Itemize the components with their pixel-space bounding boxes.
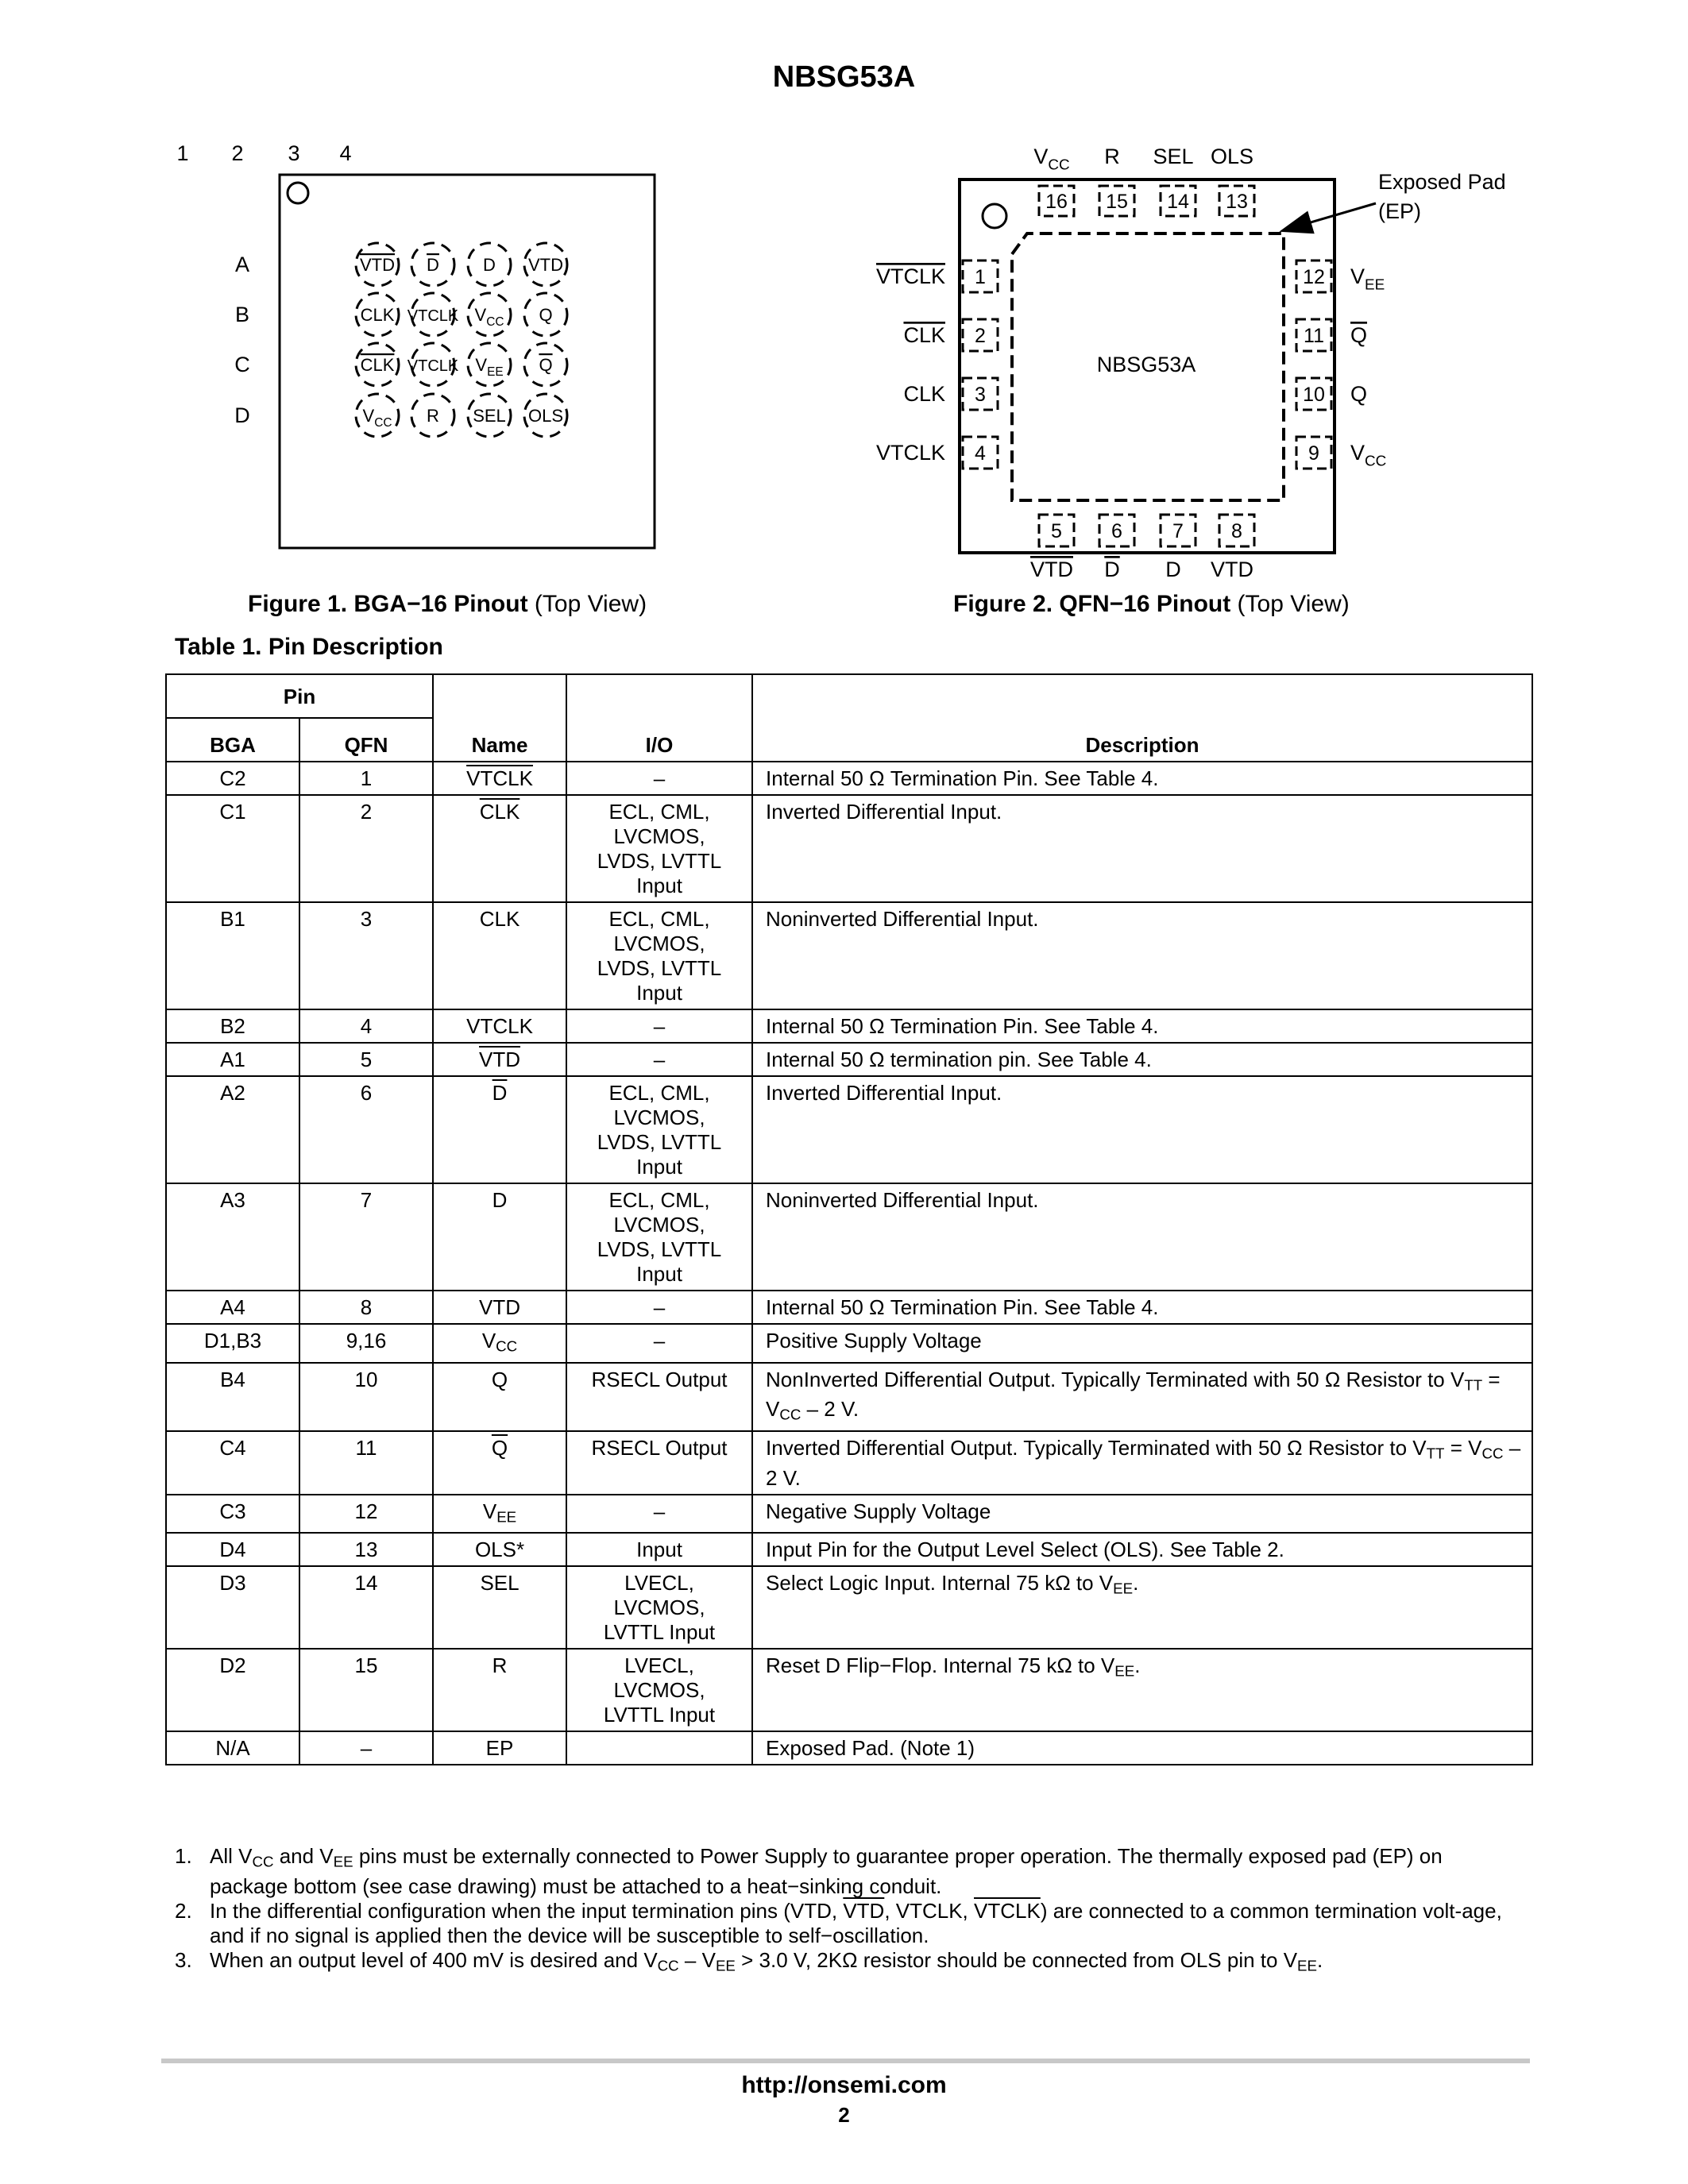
bga-column-label: 3: [288, 141, 300, 165]
bga-cell: A3: [166, 1183, 299, 1291]
qfn-left-pin: [963, 437, 998, 469]
table-row: [166, 1291, 1532, 1324]
qfn-left-pin-name: CLK: [903, 323, 945, 347]
io-cell: –: [566, 1291, 752, 1324]
bga-column-label: 2: [231, 141, 244, 165]
qfn-cell: 11: [299, 1431, 433, 1495]
qfn-cell: –: [299, 1731, 433, 1765]
note-text: When an output level of 400 mV is desired and $V_{CC} - V_{EE} > 3.0$ V, 2KΩ resistor should be connected from OLS pin to $V_{EE}$.: [210, 1947, 1323, 1974]
qfn-pinout-diagram: [842, 135, 1541, 596]
qfn-right-pin-name: Q: [1350, 323, 1368, 347]
description-cell: Internal 50 Ω Termination Pin. See Table 4.: [752, 1009, 1532, 1043]
table-row: [166, 1431, 1532, 1495]
qfn-cell: 13: [299, 1533, 433, 1566]
bga-cell: B4: [166, 1363, 299, 1431]
bga-ball: [524, 394, 567, 437]
pin-number: 4: [975, 442, 986, 465]
bga-ball: [408, 343, 459, 386]
description-cell: Noninverted Differential Input.: [752, 902, 1532, 1009]
table-row: [166, 762, 1532, 795]
qfn-top-pin-name: $V_{CC}$: [1033, 145, 1070, 174]
bga-pin1-marker: [288, 183, 308, 203]
qfn-cell: 5: [299, 1043, 433, 1076]
qfn-cell: 15: [299, 1649, 433, 1731]
pin-number: 15: [1106, 191, 1128, 213]
pin-number: 12: [1303, 266, 1325, 288]
table-row: [166, 1533, 1532, 1566]
qfn-right-pin-name: Q: [1350, 382, 1368, 406]
table-row: [166, 1495, 1532, 1534]
qfn-bottom-pin-name: D: [1104, 558, 1120, 581]
qfn-right-pin-name: $V_{CC}$: [1350, 441, 1387, 470]
name-cell: $V_{EE}$: [433, 1495, 566, 1534]
io-cell: Input: [566, 1533, 752, 1566]
description-cell: Exposed Pad. (Note 1): [752, 1731, 1532, 1765]
bga-cell: A1: [166, 1043, 299, 1076]
pin-number: 9: [1308, 442, 1319, 465]
io-cell: LVECL, LVCMOS, LVTTL Input: [566, 1566, 752, 1649]
qfn-top-pin-name: R: [1104, 145, 1120, 168]
note-number: 3.: [175, 1947, 192, 1972]
io-cell: –: [566, 1009, 752, 1043]
qfn-right-pin-name: $V_{EE}$: [1350, 264, 1385, 294]
bga-cell: D4: [166, 1533, 299, 1566]
description-cell: Internal 50 Ω Termination Pin. See Table 4.: [752, 1291, 1532, 1324]
description-cell: Inverted Differential Output. Typically Terminated with 50 Ω Resistor to $V_{TT} = V_{CC} - 2$ V.: [752, 1431, 1532, 1495]
bga-ball-label: $V_{CC}$: [474, 305, 504, 330]
pin-number: 13: [1226, 191, 1248, 213]
pin-number: 14: [1167, 191, 1189, 213]
qfn-bottom-pin: [1219, 515, 1254, 546]
bga-ball-label: VTCLK: [407, 357, 459, 375]
pin-number: 5: [1051, 520, 1062, 542]
bga-cell: B1: [166, 902, 299, 1009]
bga-ball-label: CLK: [360, 355, 395, 375]
description-cell: Internal 50 Ω Termination Pin. See Table 4.: [752, 762, 1532, 795]
pin-number: 6: [1111, 520, 1122, 542]
name-cell: EP: [433, 1731, 566, 1765]
bga-ball: [356, 343, 399, 386]
description-cell: Internal 50 Ω termination pin. See Table 4.: [752, 1043, 1532, 1076]
name-cell: VTCLK: [433, 762, 566, 795]
qfn-header: QFN: [299, 718, 433, 762]
qfn-right-pin: [1296, 319, 1331, 351]
pin-number: 16: [1045, 191, 1068, 213]
description-cell: Positive Supply Voltage: [752, 1324, 1532, 1363]
qfn-cell: 3: [299, 902, 433, 1009]
qfn-left-pin: [963, 378, 998, 410]
bga-ball: [468, 394, 511, 437]
bga-row-label: A: [234, 253, 250, 276]
bga-ball-label: D: [483, 255, 496, 275]
note-number: 2.: [175, 1898, 192, 1923]
qfn-cell: 14: [299, 1566, 433, 1649]
qfn-cell: 6: [299, 1076, 433, 1183]
qfn-top-pin-name: SEL: [1153, 145, 1194, 168]
qfn-bottom-pin: [1161, 515, 1196, 546]
name-cell: CLK: [433, 902, 566, 1009]
bga-ball: [356, 394, 399, 437]
bga-ball: [408, 293, 459, 336]
io-cell: –: [566, 1043, 752, 1076]
bga-pinout-diagram: [176, 135, 715, 564]
description-cell: Select Logic Input. Internal 75 kΩ to $V_{EE}$.: [752, 1566, 1532, 1649]
bga-ball-label: VTD: [360, 255, 395, 275]
qfn-left-pin: [963, 319, 998, 351]
bga-package-outline: [280, 175, 655, 548]
name-cell: OLS*: [433, 1533, 566, 1566]
qfn-right-pin: [1296, 378, 1331, 410]
note-number: 1.: [175, 1844, 192, 1868]
bga-cell: D3: [166, 1566, 299, 1649]
bga-ball: [356, 293, 399, 336]
pin-number: 10: [1303, 384, 1325, 406]
bga-ball: [524, 343, 567, 386]
bga-ball: [468, 243, 511, 286]
bga-ball-label: CLK: [360, 305, 395, 325]
bga-cell: D2: [166, 1649, 299, 1731]
io-cell: LVECL, LVCMOS, LVTTL Input: [566, 1649, 752, 1731]
qfn-cell: 8: [299, 1291, 433, 1324]
pin-number: 3: [975, 384, 986, 406]
name-cell: SEL: [433, 1566, 566, 1649]
io-cell: –: [566, 1495, 752, 1534]
note-item: [175, 1948, 1525, 1978]
bga-ball-label: $V_{EE}$: [475, 355, 504, 380]
qfn-right-pin: [1296, 437, 1331, 469]
footer-url[interactable]: http://onsemi.com: [741, 2072, 947, 2098]
qfn-pin1-marker: [983, 204, 1006, 228]
pin-number: 2: [975, 325, 986, 347]
qfn-bottom-pin-name: VTD: [1211, 558, 1253, 581]
qfn-left-pin: [963, 260, 998, 292]
bga-ball-label: $V_{CC}$: [362, 406, 392, 430]
table-notes: [175, 1844, 1525, 1978]
bga-ball-label: VTCLK: [407, 307, 459, 325]
bga-cell: C1: [166, 795, 299, 902]
io-cell: [566, 1731, 752, 1765]
description-cell: Inverted Differential Input.: [752, 1076, 1532, 1183]
bga-row-label: C: [234, 353, 250, 376]
qfn-cell: 9,16: [299, 1324, 433, 1363]
qfn-left-pin-name: VTCLK: [875, 264, 945, 288]
bga-ball: [468, 343, 511, 386]
bga-ball: [411, 243, 454, 286]
qfn-cell: 10: [299, 1363, 433, 1431]
page-title: NBSG53A: [772, 60, 916, 94]
name-cell: $\overline{Q}$: [433, 1431, 566, 1495]
table-row: [166, 1076, 1532, 1183]
note-text: All $V_{CC}$ and $V_{EE}$ pins must be externally connected to Power Supply to guarantee proper operation. The thermally exposed pad (EP) on package bottom (see case drawing) must be attached to a heat−sinking conduit.: [210, 1844, 1443, 1898]
qfn-left-pin-name: VTCLK: [875, 441, 945, 465]
name-cell: R: [433, 1649, 566, 1731]
bga-ball-label: R: [427, 406, 439, 426]
qfn-top-pin-name: OLS: [1210, 145, 1254, 168]
name-header: Name: [433, 674, 566, 762]
table-row: [166, 1363, 1532, 1431]
footer-divider: [161, 2059, 1530, 2063]
table-row: [166, 795, 1532, 902]
io-header: I/O: [566, 674, 752, 762]
pin-description-table: [165, 673, 1533, 1765]
io-cell: ECL, CML, LVCMOS, LVDS, LVTTL Input: [566, 1076, 752, 1183]
name-cell: VTCLK: [433, 1009, 566, 1043]
qfn-cell: 2: [299, 795, 433, 902]
bga-ball-label: Q: [539, 305, 553, 325]
pin-number: 8: [1231, 520, 1242, 542]
qfn-top-pin: [1161, 186, 1196, 216]
io-cell: RSECL Output: [566, 1431, 752, 1495]
bga-ball-label: D: [427, 255, 439, 275]
name-cell: Q: [433, 1363, 566, 1431]
bga-ball-label: SEL: [473, 406, 506, 426]
description-cell: Negative Supply Voltage: [752, 1495, 1532, 1534]
io-cell: RSECL Output: [566, 1363, 752, 1431]
page-number: 2: [838, 2103, 850, 2127]
qfn-top-pin: [1039, 186, 1074, 216]
qfn-cell: 12: [299, 1495, 433, 1534]
description-cell: NonInverted Differential Output. Typically Terminated with 50 Ω Resistor to $V_{TT} = V_{CC} - 2$ V.: [752, 1363, 1532, 1431]
bga-header: BGA: [166, 718, 299, 762]
description-cell: Reset D Flip−Flop. Internal 75 kΩ to $V_{EE}$.: [752, 1649, 1532, 1731]
table-row: [166, 1649, 1532, 1731]
bga-cell: A4: [166, 1291, 299, 1324]
table-row: [166, 1566, 1532, 1649]
table-row: [166, 1183, 1532, 1291]
description-header: Description: [752, 674, 1532, 762]
qfn-bottom-pin-name: D: [1165, 558, 1181, 581]
description-cell: Noninverted Differential Input.: [752, 1183, 1532, 1291]
qfn-right-pin: [1296, 260, 1331, 292]
qfn-bottom-pin: [1039, 515, 1074, 546]
bga-ball: [356, 243, 399, 286]
description-cell: Inverted Differential Input.: [752, 795, 1532, 902]
bga-ball-label: OLS: [527, 406, 564, 426]
bga-column-label: 1: [176, 141, 189, 165]
qfn-chip-label: NBSG53A: [1096, 353, 1196, 376]
qfn-top-pin: [1219, 186, 1254, 216]
qfn-cell: 1: [299, 762, 433, 795]
bga-ball: [524, 243, 567, 286]
exposed-pad-label-ep: (EP): [1378, 199, 1421, 223]
exposed-pad-arrow: [1284, 203, 1376, 230]
pin-header: Pin: [166, 674, 433, 718]
qfn-left-pin-name: CLK: [903, 382, 945, 406]
name-cell: D: [433, 1183, 566, 1291]
bga-cell: C2: [166, 762, 299, 795]
table-row: [166, 1043, 1532, 1076]
note-item: [175, 1899, 1525, 1948]
pin-number: 1: [975, 266, 986, 288]
io-cell: ECL, CML, LVCMOS, LVDS, LVTTL Input: [566, 1183, 752, 1291]
note-item: [175, 1844, 1525, 1899]
description-cell: Input Pin for the Output Level Select (OLS). See Table 2.: [752, 1533, 1532, 1566]
table-row: [166, 1731, 1532, 1765]
bga-ball: [411, 394, 454, 437]
table-title: Table 1. Pin Description: [175, 634, 443, 660]
bga-cell: C4: [166, 1431, 299, 1495]
bga-cell: B2: [166, 1009, 299, 1043]
table-row: [166, 902, 1532, 1009]
bga-cell: N/A: [166, 1731, 299, 1765]
name-cell: $\overline{D}$: [433, 1076, 566, 1183]
qfn-cell: 4: [299, 1009, 433, 1043]
figure-2-caption: Figure 2. QFN−16 Pinout (Top View): [953, 591, 1350, 617]
bga-row-label: B: [234, 303, 250, 326]
io-cell: ECL, CML, LVCMOS, LVDS, LVTTL Input: [566, 795, 752, 902]
io-cell: ECL, CML, LVCMOS, LVDS, LVTTL Input: [566, 902, 752, 1009]
pin-number: 7: [1172, 520, 1184, 542]
qfn-bottom-pin: [1099, 515, 1134, 546]
name-cell: $\overline{VTD}$: [433, 1043, 566, 1076]
bga-cell: A2: [166, 1076, 299, 1183]
name-cell: $V_{CC}$: [433, 1324, 566, 1363]
bga-ball: [524, 293, 567, 336]
exposed-pad-label: Exposed Pad: [1378, 170, 1506, 194]
table-row: [166, 1324, 1532, 1363]
bga-cell: D1,B3: [166, 1324, 299, 1363]
bga-ball: [468, 293, 511, 336]
bga-column-label: 4: [339, 141, 352, 165]
qfn-cell: 7: [299, 1183, 433, 1291]
bga-ball-label: VTD: [528, 255, 563, 275]
pin-number: 11: [1304, 325, 1324, 347]
io-cell: –: [566, 762, 752, 795]
io-cell: –: [566, 1324, 752, 1363]
name-cell: $\overline{CLK}$: [433, 795, 566, 902]
bga-row-label: D: [234, 403, 250, 427]
qfn-bottom-pin-name: VTD: [1030, 558, 1073, 581]
bga-cell: C3: [166, 1495, 299, 1534]
note-text: In the differential configuration when the input termination pins (VTD, $\overline{VTD}$, VTCLK, VTCLK) are connected to a common termination volt-age, and if no signal is applied then the device will be susceptible to self−oscillation.: [210, 1898, 1502, 1947]
figure-1-caption: Figure 1. BGA−16 Pinout (Top View): [248, 591, 647, 617]
name-cell: VTD: [433, 1291, 566, 1324]
table-row: [166, 1009, 1532, 1043]
bga-ball-label: Q: [539, 355, 553, 375]
qfn-top-pin: [1099, 186, 1134, 216]
